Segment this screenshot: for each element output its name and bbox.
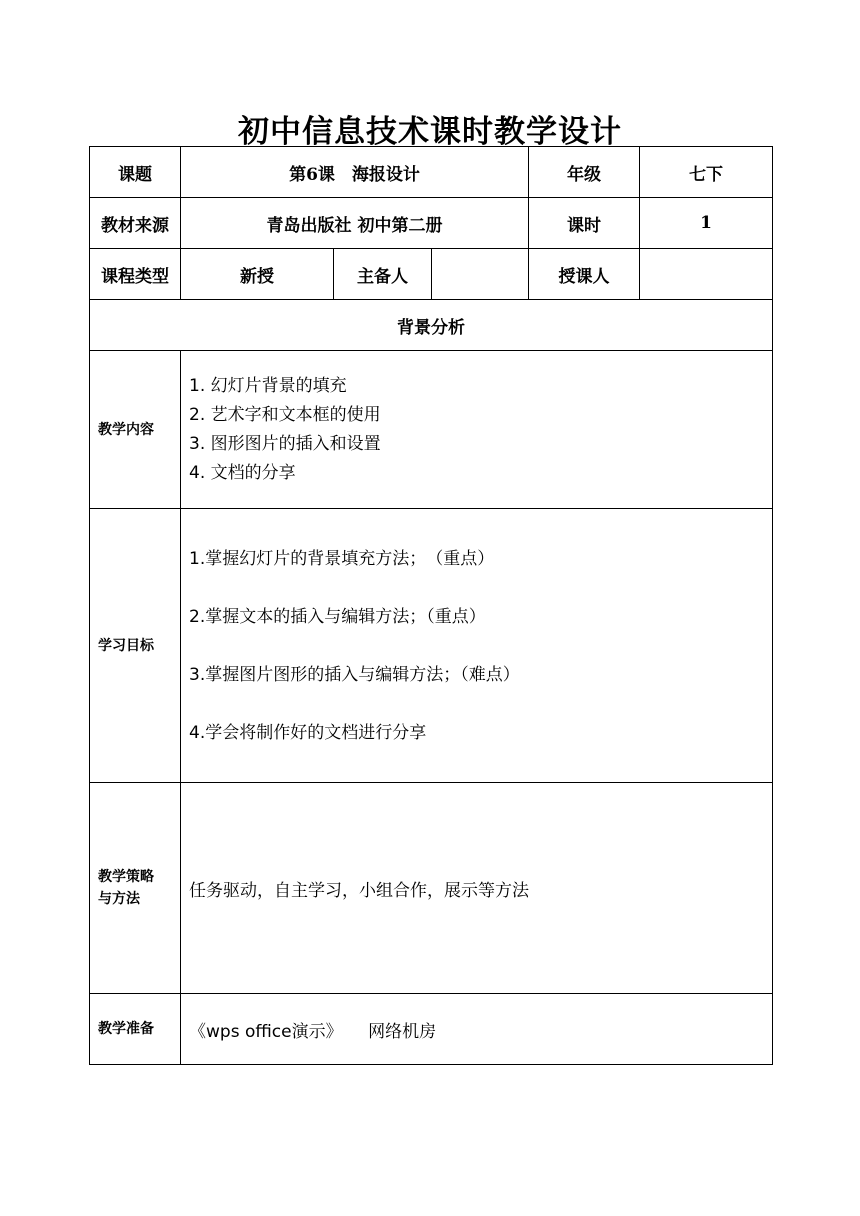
learning-goals-cell <box>181 509 773 783</box>
hours-value: 1 <box>640 198 773 249</box>
source-label: 教材来源 <box>90 198 181 249</box>
learning-goals-label: 学习目标 <box>90 509 181 783</box>
topic-label: 课题 <box>90 147 181 198</box>
table-row <box>90 198 773 249</box>
grade-label: 年级 <box>529 147 640 198</box>
list-item: 1.掌握幻灯片的背景填充方法； （重点） <box>189 548 495 569</box>
strategy-label-line1: 教学策略 <box>98 869 154 885</box>
list-item: 4.学会将制作好的文档进行分享 <box>189 722 427 743</box>
list-item: 2. 艺术字和文本框的使用 <box>189 404 381 425</box>
strategy-value: 任务驱动，自主学习，小组合作，展示等方法 <box>181 783 773 994</box>
teaching-content-label: 教学内容 <box>90 351 181 509</box>
preparation-label: 教学准备 <box>90 994 181 1065</box>
hours-label: 课时 <box>529 198 640 249</box>
list-item: 2.掌握文本的插入与编辑方法；（重点） <box>189 606 486 627</box>
lesson-plan-table <box>89 146 773 1065</box>
list-item: 3. 图形图片的插入和设置 <box>189 433 381 454</box>
preparer-label: 主备人 <box>334 249 432 300</box>
preparation-value: 《wps office演示》 网络机房 <box>181 994 773 1065</box>
preparer-value <box>432 249 529 300</box>
table-row <box>90 147 773 198</box>
grade-value: 七下 <box>640 147 773 198</box>
course-type-label: 课程类型 <box>90 249 181 300</box>
table-row <box>90 509 773 783</box>
list-item: 1. 幻灯片背景的填充 <box>189 375 347 396</box>
table-row <box>90 300 773 351</box>
teaching-content-list <box>189 372 772 488</box>
strategy-label-line2: 与方法 <box>98 891 140 907</box>
teacher-value <box>640 249 773 300</box>
source-value: 青岛出版社 初中第二册 <box>181 198 529 249</box>
topic-value: 第6课 海报设计 <box>181 147 529 198</box>
list-item: 4. 文档的分享 <box>189 462 296 483</box>
table-row <box>90 783 773 994</box>
table-row <box>90 351 773 509</box>
document-title: 初中信息技术课时教学设计 <box>238 114 622 150</box>
table-row <box>90 994 773 1065</box>
background-analysis-heading: 背景分析 <box>90 300 773 351</box>
teaching-content-cell <box>181 351 773 509</box>
strategy-label <box>90 783 181 994</box>
course-type-value: 新授 <box>181 249 334 300</box>
list-item: 3.掌握图片图形的插入与编辑方法；（难点） <box>189 664 520 685</box>
table-row <box>90 249 773 300</box>
teacher-label: 授课人 <box>529 249 640 300</box>
